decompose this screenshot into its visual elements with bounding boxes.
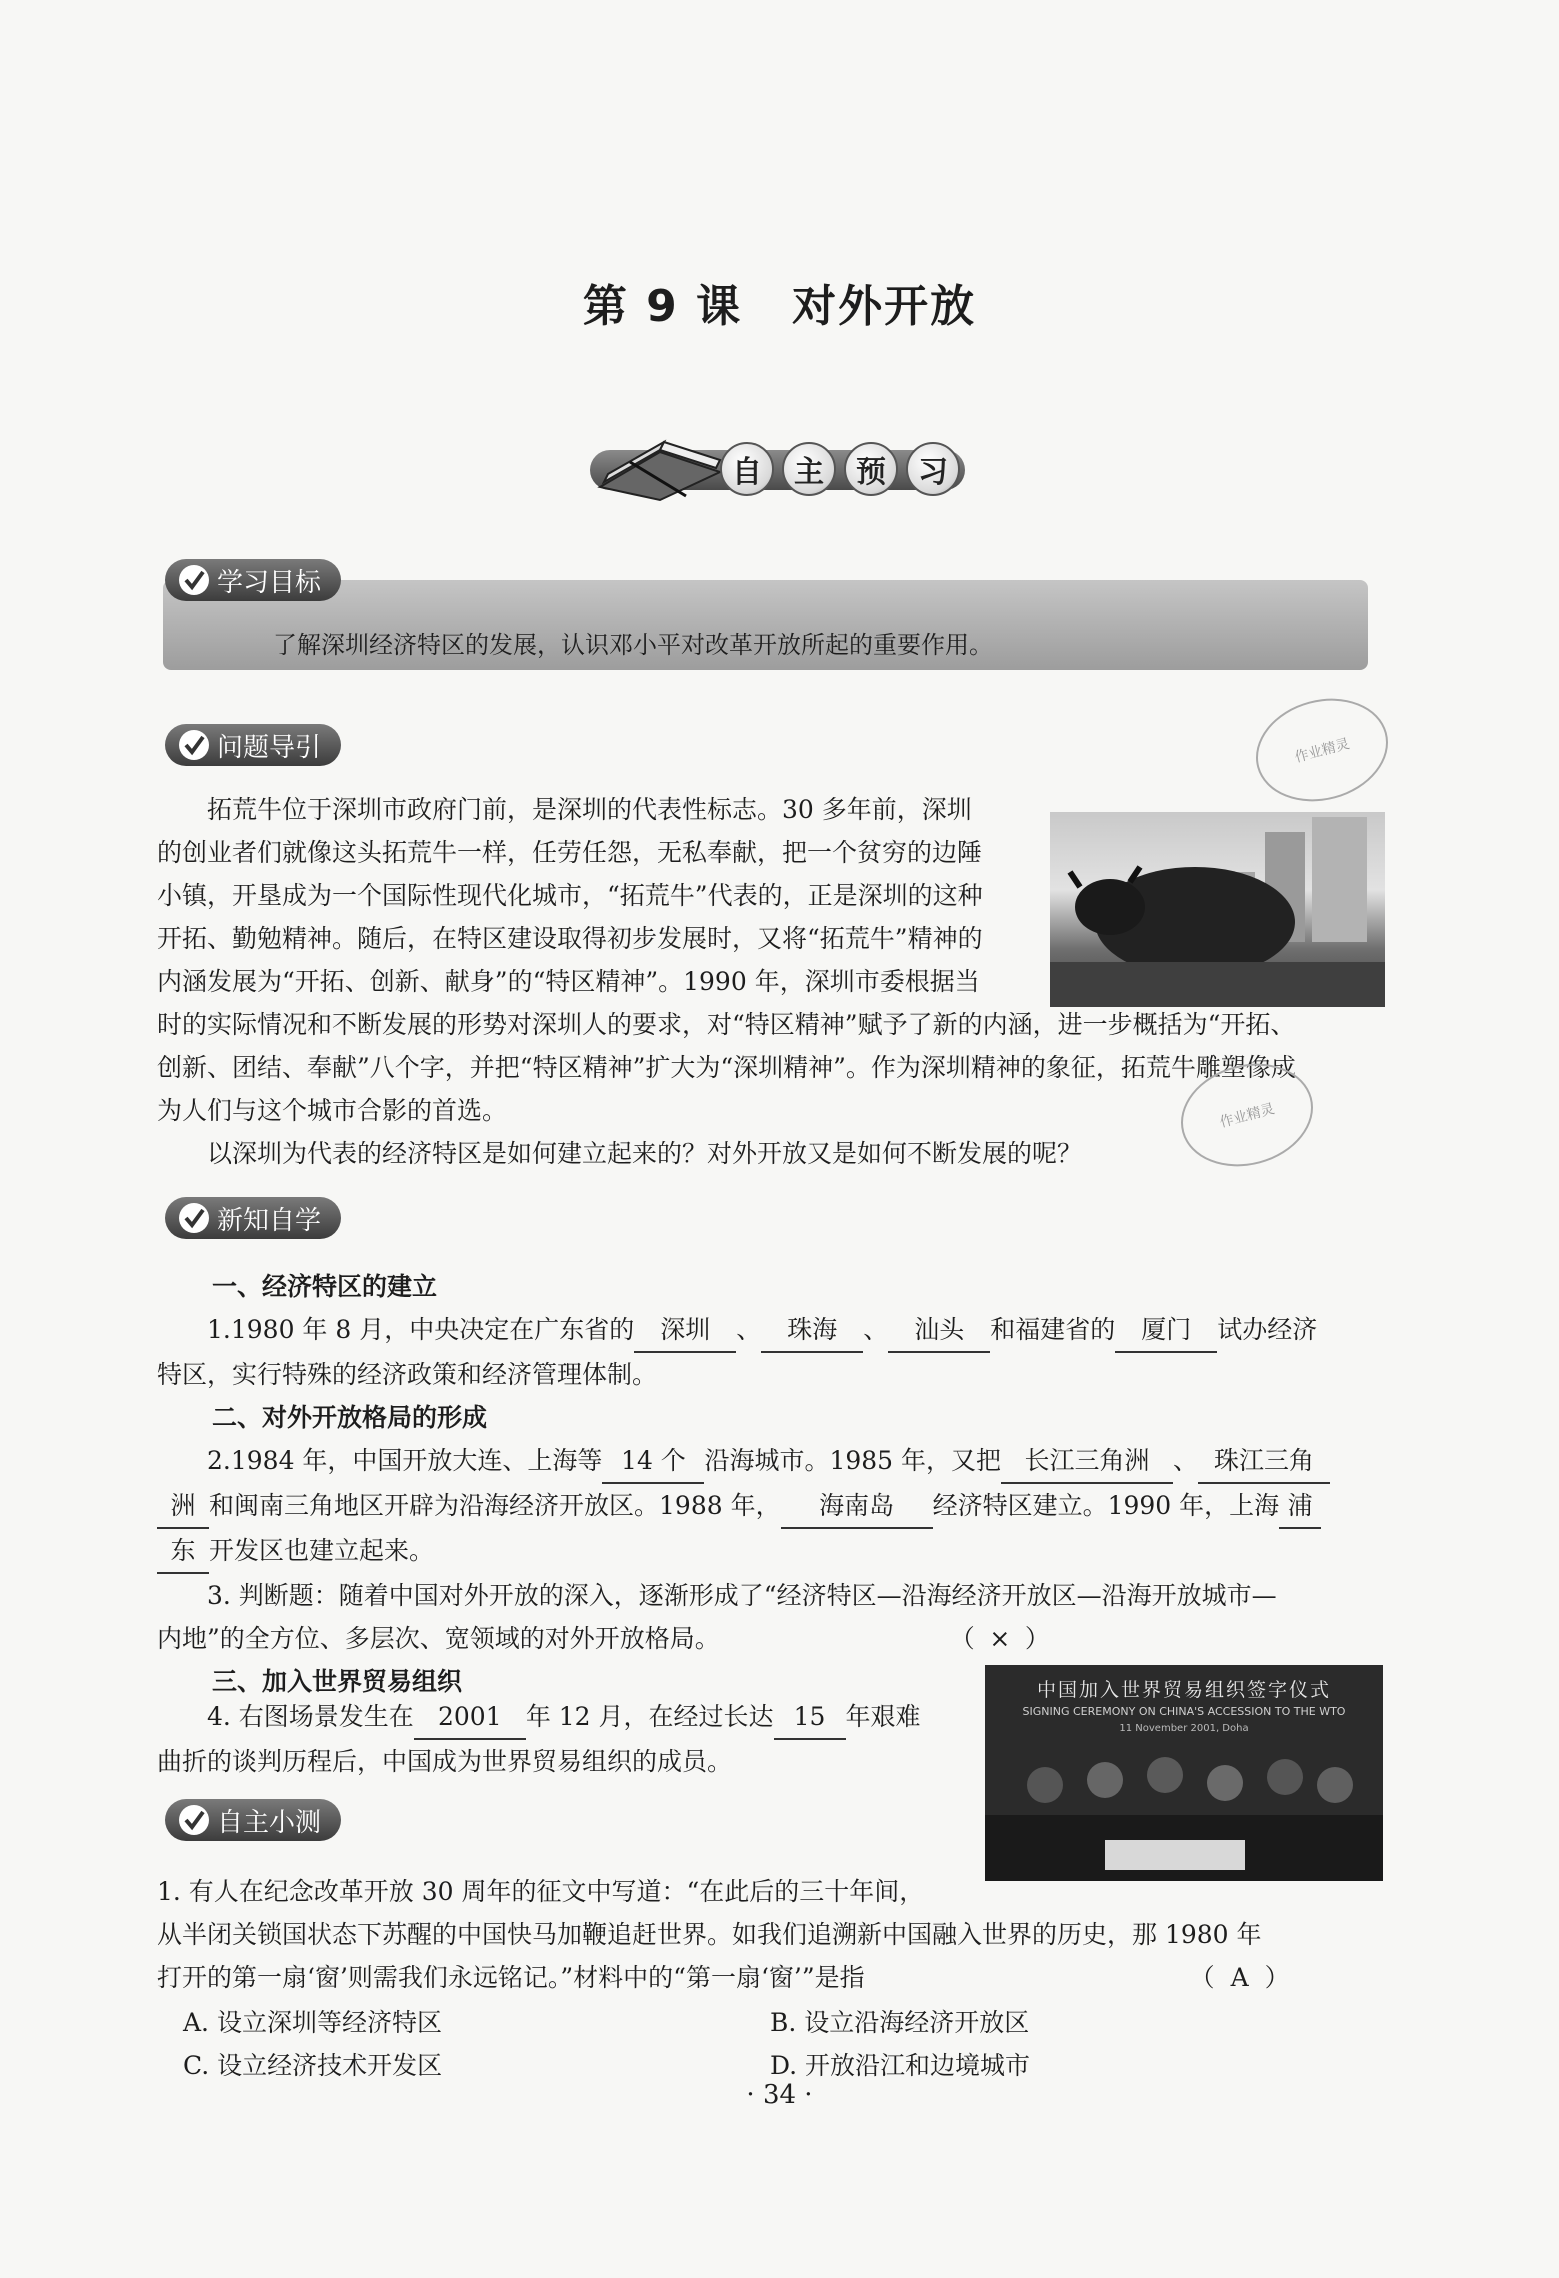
answer-blank[interactable]: 东: [157, 1529, 209, 1574]
section-test-header: 自主小测: [165, 1797, 341, 1843]
heading-opening-pattern: 二、对外开放格局的形成: [212, 1403, 488, 1432]
answer-blank[interactable]: 深圳: [634, 1308, 736, 1353]
page-number: · 34 ·: [746, 2080, 813, 2110]
book-icon: [590, 432, 740, 502]
option-c[interactable]: C. 设立经济技术开发区: [183, 2051, 443, 2080]
check-icon: [179, 730, 209, 760]
answer-blank[interactable]: 珠江三角: [1198, 1439, 1330, 1484]
answer-blank[interactable]: 海南岛: [781, 1484, 933, 1529]
section-selfstudy-header: 新知自学: [165, 1195, 341, 1241]
wto-caption-date: 11 November 2001, Doha: [1119, 1723, 1249, 1734]
banner-char: 自: [720, 442, 774, 496]
lesson-name: 对外开放: [792, 281, 977, 332]
answer-blank[interactable]: 15: [774, 1695, 846, 1740]
answer-blank[interactable]: 2001: [414, 1695, 526, 1740]
goal-text: 了解深圳经济特区的发展，认识邓小平对改革开放所起的重要作用。: [273, 631, 993, 659]
selfstudy-body: 一、经济特区的建立 1.1980 年 8 月，中央决定在广东省的 深圳 、 珠海 、 汕头 和福建省的 厦门 试办经济 特区，实行特殊的经济政策和经济管理体制。 二、对外开放格局的形成 2.1984 年，中国开放大连、上海等 14 个 沿海城市。1985 年，又把 长江三角洲 、 珠江三角 洲 和闽南三角地区开辟为沿海经济开放区。1988 年， 海南岛 经济特区建立。1990 年，上海 浦 东 开发区也建立起来。 3. 判断题：随着中国对外开放的深入，逐渐形成了“经济特区—沿海经济开放区—沿海开放城市— 内地”的全方位、多层次、宽领域的对外开放格局。 （ × ） 三、加入世界贸易组织: [157, 1265, 1397, 1703]
guide-paragraph-top: 拓荒牛位于深圳市政府门前，是深圳的代表性标志。30 多年前，深圳 的创业者们就像这头拓荒牛一样，任劳任怨，无私奉献，把一个贫穷的边陲 小镇，开垦成为一个国际性现代化城市，“拓荒牛”代表的，正是深圳的这种 开拓、勤勉精神。随后，在特区建设取得初步发展时，又将“拓荒牛”精神的 内涵发展为“开拓、创新、献身”的“特区精神”。1990 年，深圳市委根据当: [157, 795, 983, 996]
section-guide-header: 问题导引: [165, 722, 341, 768]
check-icon: [179, 565, 209, 595]
wto-question: 4. 右图场景发生在 2001 年 12 月，在经过长达 15 年艰难 曲折的谈判历程后，中国成为世界贸易组织的成员。: [157, 1695, 977, 1783]
answer-blank[interactable]: 浦: [1279, 1484, 1321, 1529]
answer-blank[interactable]: 长江三角洲: [1001, 1439, 1173, 1484]
preview-banner: [570, 432, 970, 502]
section-goal-header: 学习目标: [165, 557, 341, 603]
heading-special-zones: 一、经济特区的建立: [212, 1272, 438, 1301]
goal-box: [163, 580, 1368, 670]
choice-answer[interactable]: A: [1230, 1963, 1249, 1992]
lesson-title: [0, 270, 1559, 334]
pioneer-bull-photo: [1050, 812, 1385, 1007]
wto-caption: 中国加入世界贸易组织签字仪式: [1036, 1679, 1331, 1701]
stamp-mark: 作业精灵: [1169, 1049, 1324, 1180]
lesson-number: 第 9 课: [582, 281, 743, 332]
answer-blank[interactable]: 14 个: [602, 1439, 704, 1484]
test-question: 1. 有人在纪念改革开放 30 周年的征文中写道：“在此后的三十年间， 从半闭关锁国状态下苏醒的中国快马加鞭追赶世界。如我们追溯新中国融入世界的历史，那 1980 年 打开的第一扇‘窗’则需我们永远铭记。”材料中的“第一扇‘窗’”是指 （ A ）: [157, 1870, 1397, 1999]
check-icon: [179, 1203, 209, 1233]
check-icon: [179, 1805, 209, 1835]
banner-char: 预: [844, 442, 898, 496]
guide-question: 以深圳为代表的经济特区是如何建立起来的？对外开放又是如何不断发展的呢？: [207, 1139, 1083, 1168]
banner-char: 习: [906, 442, 960, 496]
wto-signing-photo: [985, 1665, 1383, 1881]
wto-caption-en: SIGNING CEREMONY ON CHINA'S ACCESSION TO THE WTO: [1022, 1705, 1346, 1718]
banner-char: 主: [782, 442, 836, 496]
answer-blank[interactable]: 洲: [157, 1484, 209, 1529]
answer-blank[interactable]: 珠海: [761, 1308, 863, 1353]
stamp-mark: 作业精灵: [1244, 684, 1399, 815]
guide-paragraph-bottom: 时的实际情况和不断发展的形势对深圳人的要求，对“特区精神”赋予了新的内涵，进一步概括为“开拓、 创新、团结、奉献”八个字，并把“特区精神”扩大为“深圳精神”。作为深圳精神的象征，拓荒牛雕塑像成 为人们与这个城市合影的首选。 以深圳为代表的经济特区是如何建立起来的？对外开放又是如何不断发展的呢？: [157, 1010, 1296, 1168]
option-d[interactable]: D. 开放沿江和边境城市: [770, 2051, 1031, 2080]
option-b[interactable]: B. 设立沿海经济开放区: [770, 2008, 1030, 2037]
answer-blank[interactable]: 汕头: [888, 1308, 990, 1353]
judge-answer[interactable]: ×: [989, 1624, 1011, 1653]
answer-blank[interactable]: 厦门: [1115, 1308, 1217, 1353]
option-a[interactable]: A. 设立深圳等经济特区: [183, 2008, 442, 2037]
heading-wto: 三、加入世界贸易组织: [212, 1667, 463, 1696]
